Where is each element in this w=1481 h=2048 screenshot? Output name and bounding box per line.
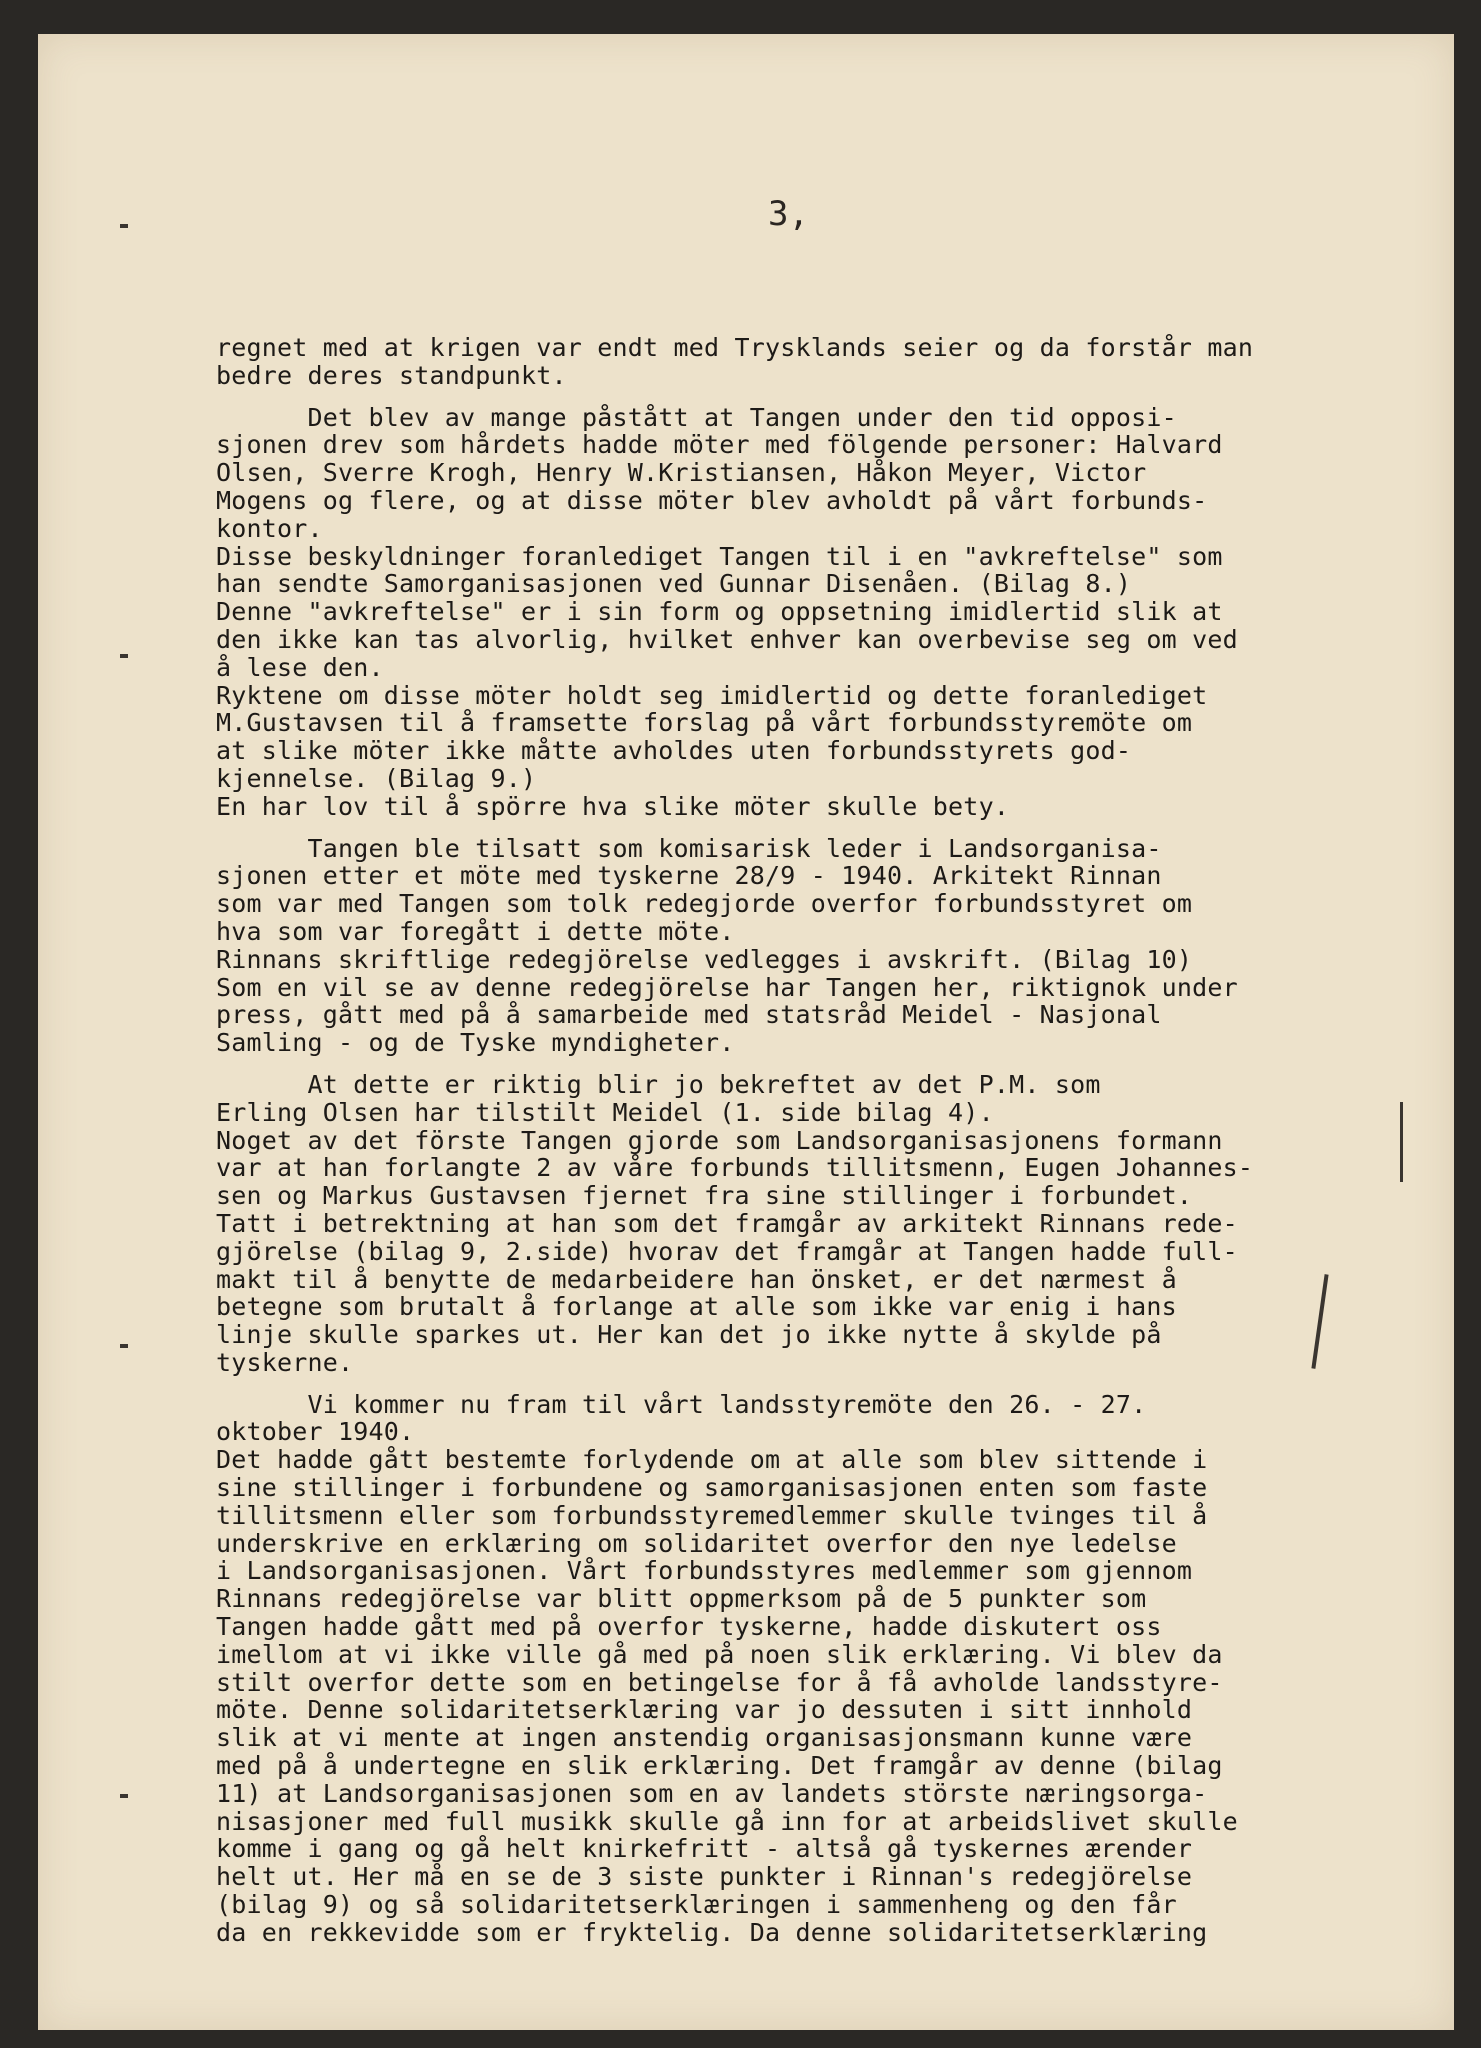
text-line: Det blev av mange påstått at Tangen under den tid opposi- bbox=[216, 402, 1177, 432]
text-line: (bilag 9) og så solidaritetserklæringen i sammenheng og den får bbox=[216, 1890, 1177, 1920]
page-number: 3, bbox=[768, 194, 809, 234]
text-line: sjonen etter et möte med tyskerne 28/9 - 1940. Arkitekt Rinnan bbox=[216, 861, 1162, 891]
binder-hole-mark bbox=[120, 1344, 128, 1348]
text-line: Tatt i betrektning at han som det framgår av arkitekt Rinnans rede- bbox=[216, 1208, 1238, 1238]
paragraph bbox=[216, 835, 1376, 1057]
text-line: som var med Tangen som tolk redegjorde overfor forbundsstyret om bbox=[216, 889, 1193, 919]
text-line: stilt overfor dette som en betingelse for å få avholde landsstyre- bbox=[216, 1667, 1223, 1697]
text-line: Olsen, Sverre Krogh, Henry W.Kristiansen, Håkon Meyer, Victor bbox=[216, 458, 1147, 488]
text-line: sen og Markus Gustavsen fjernet fra sine stillinger i forbundet. bbox=[216, 1181, 1193, 1211]
paragraph bbox=[216, 404, 1376, 821]
text-line: Samling - og de Tyske myndigheter. bbox=[216, 1028, 735, 1058]
text-line: Erling Olsen har tilstilt Meidel (1. side bilag 4). bbox=[216, 1097, 994, 1127]
text-line: han sendte Samorganisasjonen ved Gunnar Disenåen. (Bilag 8.) bbox=[216, 569, 1132, 599]
text-line: Mogens og flere, og at disse möter blev avholdt på vårt forbunds- bbox=[216, 485, 1208, 515]
binder-hole-mark bbox=[120, 654, 128, 658]
text-line: Som en vil se av denne redegjörelse har Tangen her, riktignok under bbox=[216, 972, 1238, 1002]
text-line: press, gått med på å samarbeide med statsråd Meidel - Nasjonal bbox=[216, 1000, 1162, 1030]
text-line: den ikke kan tas alvorlig, hvilket enhver kan overbevise seg om ved bbox=[216, 624, 1238, 654]
text-line: hva som var foregått i dette möte. bbox=[216, 916, 735, 946]
text-line: å lese den. bbox=[216, 652, 384, 682]
text-line: imellom at vi ikke ville gå med på noen slik erklæring. Vi blev da bbox=[216, 1639, 1223, 1669]
text-line: linje skulle sparkes ut. Her kan det jo ikke nytte å skylde på bbox=[216, 1320, 1162, 1350]
text-line: oktober 1940. bbox=[216, 1417, 415, 1447]
text-line: M.Gustavsen til å framsette forslag på vårt forbundsstyremöte om bbox=[216, 708, 1193, 738]
text-line: tillitsmenn eller som forbundsstyremedlemmer skulle tvinges til å bbox=[216, 1500, 1208, 1530]
text-line: makt til å benytte de medarbeidere han önsket, er det nærmest å bbox=[216, 1264, 1177, 1294]
text-line: slik at vi mente at ingen anstendig organisasjonsmann kunne være bbox=[216, 1723, 1193, 1753]
text-line: Rinnans redegjörelse var blitt oppmerksom på de 5 punkter som bbox=[216, 1584, 1147, 1614]
text-line: med på å undertegne en slik erklæring. Det framgår av denne (bilag bbox=[216, 1751, 1223, 1781]
text-line: möte. Denne solidaritetserklæring var jo dessuten i sitt innhold bbox=[216, 1695, 1193, 1725]
text-line: Noget av det förste Tangen gjorde som Landsorganisasjonens formann bbox=[216, 1125, 1223, 1155]
text-line: da en rekkevidde som er fryktelig. Da denne solidaritetserklæring bbox=[216, 1917, 1208, 1947]
document-page bbox=[38, 34, 1454, 2030]
paragraph bbox=[216, 1071, 1376, 1377]
text-line: gjörelse (bilag 9, 2.side) hvorav det framgår at Tangen hadde full- bbox=[216, 1236, 1238, 1266]
text-line: En har lov til å spörre hva slike möter skulle bety. bbox=[216, 791, 1010, 821]
margin-pen-mark bbox=[1400, 1102, 1403, 1182]
text-line: helt ut. Her må en se de 3 siste punkter i Rinnan's redegjörelse bbox=[216, 1862, 1193, 1892]
text-line: 11) at Landsorganisasjonen som en av landets störste næringsorga- bbox=[216, 1778, 1208, 1808]
text-line: tyskerne. bbox=[216, 1347, 354, 1377]
text-line: Vi kommer nu fram til vårt landsstyremöte den 26. - 27. bbox=[216, 1389, 1147, 1419]
paragraph bbox=[216, 1391, 1376, 1947]
text-line: regnet med at krigen var endt med Trysklands seier og da forstår man bbox=[216, 333, 1254, 362]
paragraph bbox=[216, 334, 1376, 390]
text-line: underskrive en erklæring om solidaritet overfor den nye ledelse bbox=[216, 1528, 1177, 1558]
text-line: komme i gang og gå helt knirkefritt - altså gå tyskernes ærender bbox=[216, 1834, 1193, 1864]
text-line: Det hadde gått bestemte forlydende om at alle som blev sittende i bbox=[216, 1445, 1208, 1475]
text-line: nisasjoner med full musikk skulle gå inn for at arbeidslivet skulle bbox=[216, 1806, 1238, 1836]
text-line: Denne "avkreftelse" er i sin form og oppsetning imidlertid slik at bbox=[216, 597, 1223, 627]
document-body bbox=[216, 334, 1376, 1961]
text-line: Rinnans skriftlige redegjörelse vedlegges i avskrift. (Bilag 10) bbox=[216, 944, 1193, 974]
text-line: bedre deres standpunkt. bbox=[216, 360, 567, 390]
text-line: Ryktene om disse möter holdt seg imidlertid og dette foranlediget bbox=[216, 680, 1208, 710]
binder-hole-mark bbox=[120, 1794, 128, 1798]
text-line: i Landsorganisasjonen. Vårt forbundsstyres medlemmer som gjennom bbox=[216, 1556, 1193, 1586]
text-line: at slike möter ikke måtte avholdes uten forbundsstyrets god- bbox=[216, 736, 1132, 766]
binder-hole-mark bbox=[120, 224, 128, 228]
text-line: betegne som brutalt å forlange at alle som ikke var enig i hans bbox=[216, 1292, 1177, 1322]
text-line: Tangen ble tilsatt som komisarisk leder i Landsorganisa- bbox=[216, 833, 1162, 863]
text-line: kontor. bbox=[216, 513, 323, 543]
text-line: At dette er riktig blir jo bekreftet av det P.M. som bbox=[216, 1069, 1101, 1099]
text-line: Tangen hadde gått med på overfor tyskerne, hadde diskutert oss bbox=[216, 1612, 1162, 1642]
text-line: var at han forlangte 2 av våre forbunds tillitsmenn, Eugen Johannes- bbox=[216, 1153, 1254, 1183]
text-line: kjennelse. (Bilag 9.) bbox=[216, 763, 537, 793]
text-line: Disse beskyldninger foranlediget Tangen til i en "avkreftelse" som bbox=[216, 541, 1223, 571]
text-line: sjonen drev som hårdets hadde möter med fölgende personer: Halvard bbox=[216, 430, 1223, 460]
text-line: sine stillinger i forbundene og samorganisasjonen enten som faste bbox=[216, 1473, 1208, 1503]
